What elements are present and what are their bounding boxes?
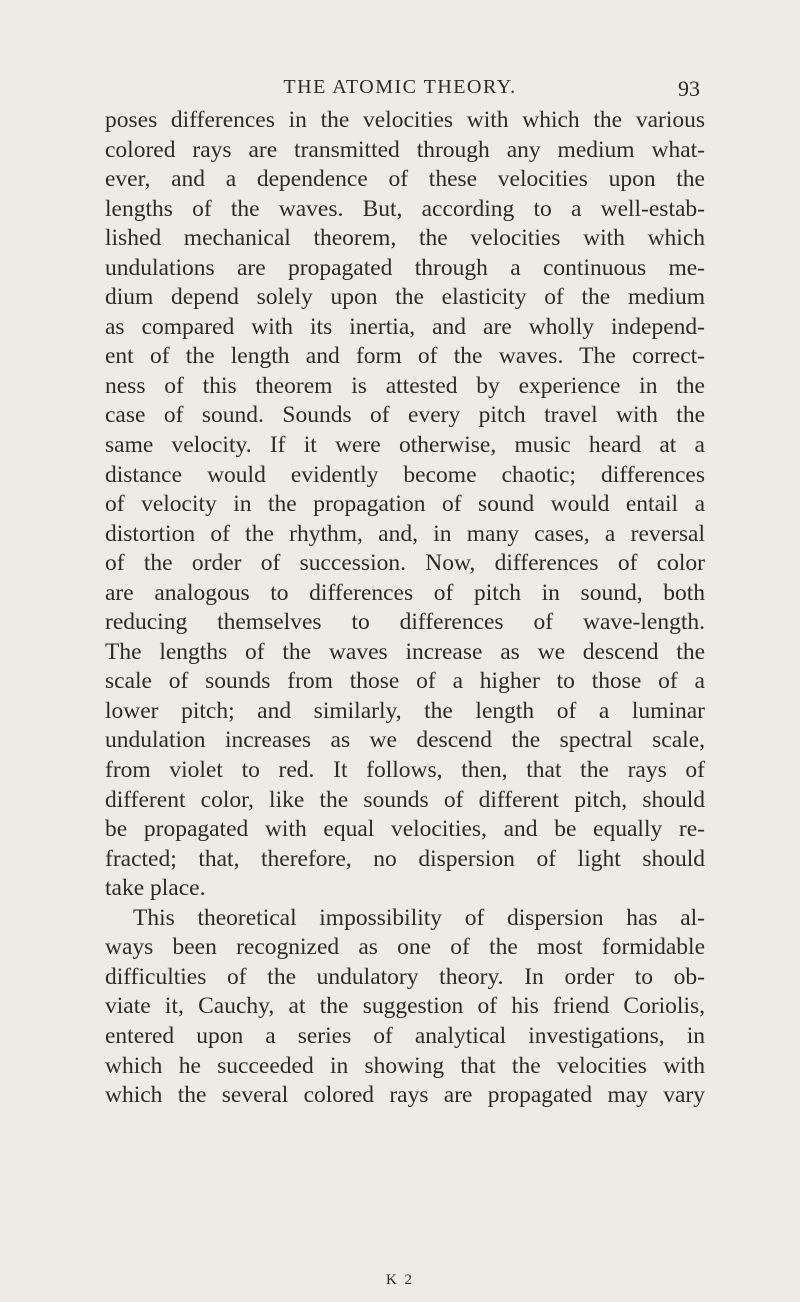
text-line: are analogous to differences of pitch in sound, both bbox=[105, 579, 705, 606]
text-line: scale of sounds from those of a higher to those of a bbox=[105, 668, 705, 695]
running-head bbox=[0, 72, 800, 106]
text-line: ever, and a dependence of these velocities upon the bbox=[105, 166, 705, 193]
text-line: colored rays are transmitted through any medium what- bbox=[105, 136, 705, 163]
text-line: undulation increases as we descend the spectral scale, bbox=[105, 727, 705, 754]
text-line: from violet to red. It follows, then, that the rays of bbox=[105, 757, 705, 784]
text-line: viate it, Cauchy, at the suggestion of his friend Coriolis, bbox=[105, 993, 705, 1020]
text-line: ness of this theorem is attested by experience in the bbox=[105, 372, 705, 399]
text-line: which the several colored rays are propagated may vary bbox=[105, 1082, 705, 1109]
signature-mark: K 2 bbox=[385, 1272, 415, 1288]
text-line: lengths of the waves. But, according to a well-estab- bbox=[105, 195, 705, 222]
text-line: dium depend solely upon the elasticity of the medium bbox=[105, 284, 705, 311]
text-line: as compared with its inertia, and are wholly independ- bbox=[105, 313, 705, 340]
text-line: which he succeeded in showing that the velocities with bbox=[105, 1052, 705, 1079]
text-line: of velocity in the propagation of sound would entail a bbox=[105, 491, 705, 518]
text-line: This theoretical impossibility of dispersion has al- bbox=[133, 904, 705, 931]
body-text bbox=[105, 106, 705, 1111]
text-line: lower pitch; and similarly, the length of a luminar bbox=[105, 697, 705, 724]
text-line: take place. bbox=[105, 875, 206, 902]
text-line: be propagated with equal velocities, and be equally re- bbox=[105, 816, 705, 843]
text-line: same velocity. If it were otherwise, music heard at a bbox=[105, 432, 705, 459]
text-line: different color, like the sounds of different pitch, should bbox=[105, 786, 705, 813]
text-line: difficulties of the undulatory theory. In order to ob- bbox=[105, 963, 705, 990]
page-number: 93 bbox=[678, 76, 700, 101]
text-line: case of sound. Sounds of every pitch travel with the bbox=[105, 402, 705, 429]
text-line: lished mechanical theorem, the velocities with which bbox=[105, 225, 705, 252]
text-line: ways been recognized as one of the most formidable bbox=[105, 934, 705, 961]
text-line: The lengths of the waves increase as we descend the bbox=[105, 638, 705, 665]
text-line: of the order of succession. Now, differences of color bbox=[105, 550, 705, 577]
text-line: ent of the length and form of the waves. The correct- bbox=[105, 343, 705, 370]
text-line: undulations are propagated through a continuous me- bbox=[105, 254, 705, 281]
text-line: poses differences in the velocities with which the various bbox=[105, 107, 705, 133]
text-line: reducing themselves to differences of wave-length. bbox=[105, 609, 705, 636]
text-line: distance would evidently become chaotic; differences bbox=[105, 461, 705, 488]
text-line: distortion of the rhythm, and, in many cases, a reversal bbox=[105, 520, 705, 547]
text-line: fracted; that, therefore, no dispersion of light should bbox=[105, 845, 705, 872]
text-line: entered upon a series of analytical investigations, in bbox=[105, 1022, 705, 1049]
running-title: THE ATOMIC THEORY. bbox=[283, 76, 517, 98]
